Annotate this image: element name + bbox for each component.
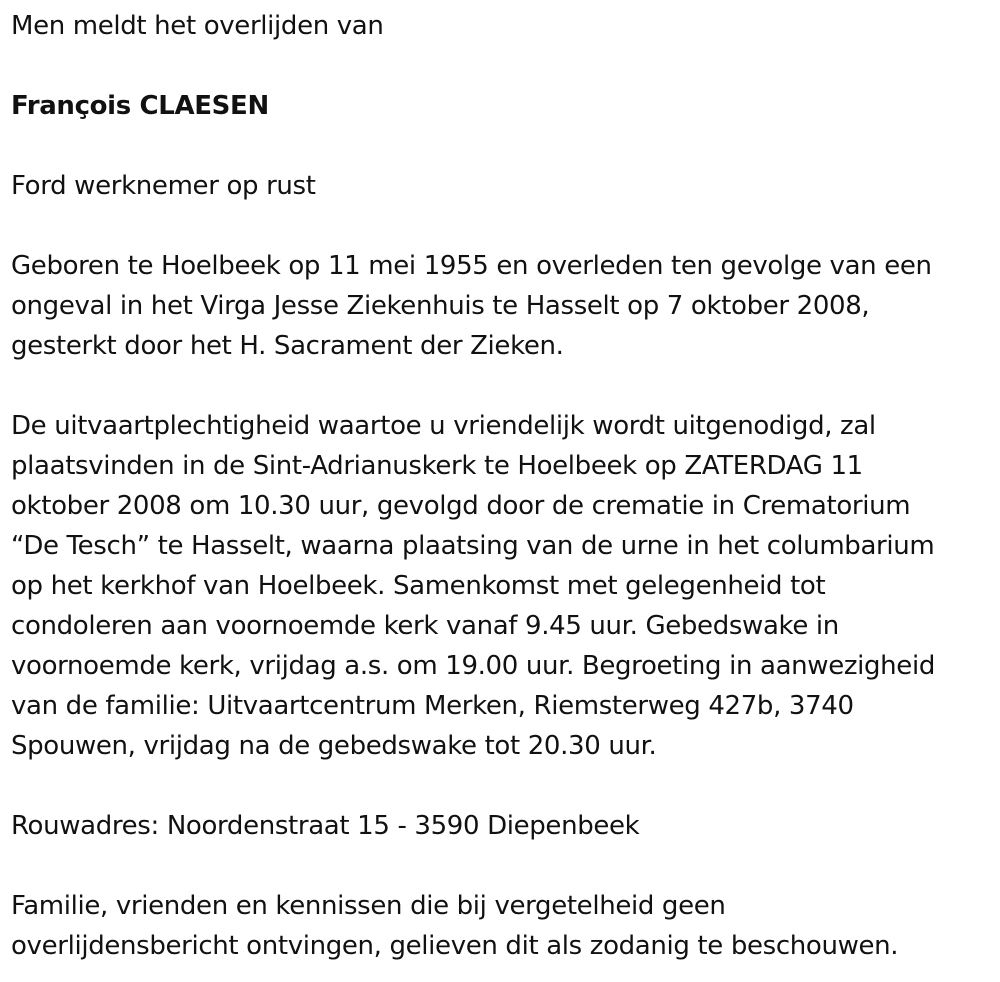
paragraph-line: “De Tesch” te Hasselt, waarna plaatsing van de urne in het columbarium xyxy=(11,531,935,561)
paragraph-line: Familie, vrienden en kennissen die bij vergetelheid geen xyxy=(11,891,726,921)
paragraph-line: oktober 2008 om 10.30 uur, gevolgd door de crematie in Crematorium xyxy=(11,491,911,521)
funeral-details-paragraph xyxy=(11,406,988,766)
occupation-text xyxy=(11,166,988,206)
paragraph-line: ongeval in het Virga Jesse Ziekenhuis te Hasselt op 7 oktober 2008, xyxy=(11,291,870,321)
birth-death-paragraph xyxy=(11,246,988,366)
paragraph-line: overlijdensbericht ontvingen, gelieven dit als zodanig te beschouwen. xyxy=(11,931,899,961)
occupation-line: Ford werknemer op rust xyxy=(11,171,316,201)
paragraph-line: De uitvaartplechtigheid waartoe u vriendelijk wordt uitgenodigd, zal xyxy=(11,411,876,441)
closing-paragraph xyxy=(11,886,988,966)
paragraph-line: condoleren aan voornoemde kerk vanaf 9.45 uur. Gebedswake in xyxy=(11,611,839,641)
paragraph-line: van de familie: Uitvaartcentrum Merken, Riemsterweg 427b, 3740 xyxy=(11,691,854,721)
deceased-name-text: François CLAESEN xyxy=(11,91,269,121)
deceased-name xyxy=(11,86,988,126)
paragraph-line: plaatsvinden in de Sint-Adrianuskerk te Hoelbeek op ZATERDAG 11 xyxy=(11,451,863,481)
intro-text xyxy=(11,6,988,46)
paragraph-line: op het kerkhof van Hoelbeek. Samenkomst met gelegenheid tot xyxy=(11,571,826,601)
intro-line: Men meldt het overlijden van xyxy=(11,11,384,41)
mourning-address-line: Rouwadres: Noordenstraat 15 - 3590 Diepenbeek xyxy=(11,811,640,841)
paragraph-line: gesterkt door het H. Sacrament der Zieken. xyxy=(11,331,564,361)
paragraph-line: Geboren te Hoelbeek op 11 mei 1955 en overleden ten gevolge van een xyxy=(11,251,932,281)
paragraph-line: Spouwen, vrijdag na de gebedswake tot 20.30 uur. xyxy=(11,731,657,761)
paragraph-line: voornoemde kerk, vrijdag a.s. om 19.00 uur. Begroeting in aanwezigheid xyxy=(11,651,935,681)
mourning-address xyxy=(11,806,988,846)
